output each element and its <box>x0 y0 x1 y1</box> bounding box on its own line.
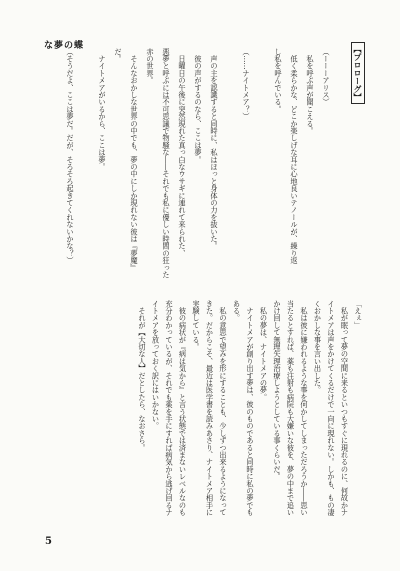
lower-tier-line: イトメアは声をかけてくるだけで一向に現れない。しかも、もの凄 <box>327 300 336 516</box>
lower-tier-line: イトメアを放っておく訳にはいかない。 <box>151 300 161 430</box>
upper-tier-line: （そうだよ、ここは夢だ。だが、そろそろ起きてくれないかな？） <box>66 48 75 264</box>
lower-tier-line: それが【大切な人】だとしたら、なおさら。 <box>138 300 147 452</box>
chapter-heading: 【プロローグ】 <box>351 42 365 104</box>
upper-tier-line: し私を呼んでいる。 <box>274 48 283 113</box>
lower-tier-line: 「えぇ」 <box>354 300 363 329</box>
page-number: 5 <box>45 536 52 547</box>
running-header: な夢の蝶 <box>44 41 85 51</box>
lower-tier-line: 充分わかっているが、それでも薬を手にすれば病気から逃げ回るナ <box>165 300 174 516</box>
upper-tier-line: （ーーーアリス） <box>322 48 331 106</box>
upper-tier-line: ナイトメアがいるから、ここは夢。 <box>98 48 107 171</box>
upper-tier-line: そんなおかしな世界の中でも、夢の中にしか現れない彼は『夢魔』 <box>130 48 139 272</box>
lower-tier-line: 私の意思で望みを形にすることも、少しずつ出来るようになって <box>219 300 228 516</box>
lower-tier-line: 彼の病状が『病は気から』と言う状態では済まないレベルなのも <box>178 300 188 516</box>
lower-tier-line: 実験している。 <box>192 300 201 351</box>
upper-tier-line: だ。 <box>114 48 123 63</box>
lower-tier-line: 私の夢は、ナイトメアの夢。 <box>259 300 269 401</box>
lower-tier-line: 私が眠って夢の空間に来るといつもすぐに現れるのに、何故かナ <box>340 300 350 516</box>
lower-tier-line: ある。 <box>232 300 242 322</box>
upper-tier-line: 日曜日の午後に突然現れた真っ白なウサギに連れて来られた、 <box>178 48 187 257</box>
upper-tier-line: 低く柔らかな、どこか楽しげな耳に心地良いテノールが、繰り返 <box>290 48 299 264</box>
lower-tier-line: 私は彼に嫌われるような事を何かしてしまっただろうか――思い <box>300 300 309 516</box>
upper-tier-line: 私を呼ぶ声が聞こえる。 <box>306 48 315 135</box>
upper-tier-line: 赤の世界。 <box>146 48 155 84</box>
lower-tier-line: 当たるとすれば、薬も注射も病院も大嫌いな彼を、夢の中まで追い <box>286 300 296 516</box>
upper-tier-line: 声の主を認識すると同時に、私はほっと身体の力を抜いた。 <box>210 48 219 250</box>
lower-tier-line: ナイトメアが創り出す夢は、彼のものであると同時に私の夢でも <box>246 300 255 516</box>
upper-tier-line: （……ナイトメア？） <box>242 48 251 120</box>
upper-tier-line: 彼の声がするのなら、ここは夢。 <box>194 48 203 164</box>
lower-tier-line: きた。だからこそ、最近は医学書を読みあさり、ナイトメア相手に <box>205 300 215 516</box>
lower-tier-line: かけ回して無理矢理治療しようとしている事くらいだ。 <box>273 300 282 480</box>
upper-tier-line: 悪夢と呼ぶには不可思議で物騒な――それでも私に優しい時間の狂った <box>162 48 171 279</box>
lower-tier-line: くおかしな事を言い出した。 <box>313 300 323 394</box>
